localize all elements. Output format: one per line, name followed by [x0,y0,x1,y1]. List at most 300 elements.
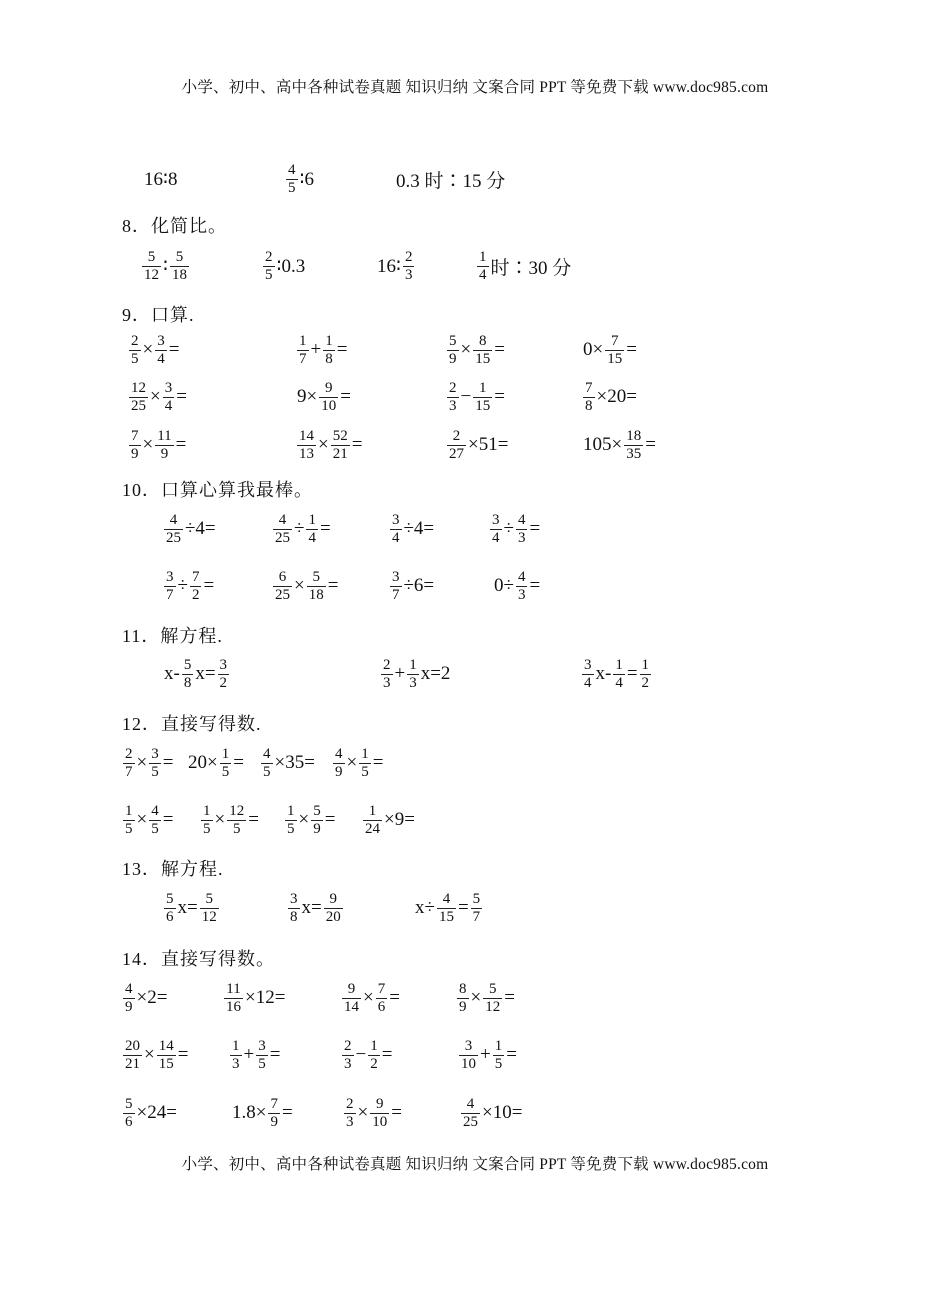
expression-text: ∶0.3 [276,255,306,277]
expression-text: x=2 [420,663,451,684]
expr [343,1088,403,1138]
denominator: 10 [461,1055,476,1072]
expr [163,561,215,611]
expr [582,420,657,470]
expression-text: 105× [583,434,623,455]
fraction [201,803,213,838]
page-footer: 小学、初中、高中各种试卷真题 知识归纳 文案合同 PPT 等免费下载 www.doc985.com [181,1156,769,1173]
fraction [583,380,595,415]
expression-text: = [626,339,637,360]
fraction [129,428,141,463]
denominator: 3 [232,1055,240,1072]
expression-text: x- [595,663,612,684]
denominator: 9 [160,445,169,462]
page-header: 小学、初中、高中各种试卷真题 知识归纳 文案合同 PPT 等免费下载 www.doc985.com [181,79,769,96]
denominator: 5 [287,820,295,837]
expr [143,154,178,204]
fraction [342,1038,354,1073]
fraction [516,512,528,547]
expression-text: ×35= [274,752,315,773]
denominator: 7 [166,586,174,603]
expr [128,372,188,422]
expression-text: = [529,575,541,596]
denominator: 9 [125,998,133,1015]
denominator: 5 [361,763,369,780]
numerator: 1 [409,656,417,673]
expr [163,504,217,554]
expr [128,420,187,470]
numerator: 3 [151,745,159,762]
expression-text: × [136,809,148,830]
ratio-row-continued [0,154,950,204]
expr [456,973,516,1023]
numerator: 3 [219,656,228,673]
expression-text: ×10= [482,1102,523,1123]
expr [389,561,435,611]
fraction [376,981,388,1016]
expression-text: = [389,987,400,1008]
denominator: 8 [290,908,298,925]
numerator: 7 [270,1095,278,1112]
expression-text: × [298,809,310,830]
expression-text: = [176,386,187,407]
expr [284,795,336,845]
denominator: 15 [475,350,491,367]
section-title-8: 8．化简比。 [122,216,227,236]
numerator: 7 [191,568,200,585]
numerator: 4 [288,161,296,178]
fraction [155,428,173,463]
denominator: 2 [370,1055,378,1072]
expression-text: − [460,386,472,407]
fraction [297,333,309,368]
expression-text: = [177,1044,189,1065]
fraction [437,891,456,926]
fraction [307,569,326,604]
fraction [273,569,292,604]
fraction [319,380,338,415]
denominator: 35 [626,445,642,462]
fraction [390,512,402,547]
expression-text: 20× [188,752,218,773]
numerator: 2 [383,656,391,673]
fraction [157,1038,176,1073]
numerator: 5 [472,890,481,907]
denominator: 18 [308,586,324,603]
expression-text: = [162,752,174,773]
expression-text: = [645,434,656,455]
denominator: 10 [372,1113,388,1130]
fraction [263,249,275,284]
denominator: 3 [344,1055,352,1072]
numerator: 9 [324,379,333,396]
expression-text: + [243,1044,255,1065]
fraction [582,657,594,692]
denominator: 5 [131,350,139,367]
numerator: 4 [442,890,451,907]
denominator: 3 [404,266,413,283]
expression-text: = [281,1102,293,1123]
fraction [640,657,652,692]
expr [187,738,245,788]
denominator: 3 [346,1113,354,1130]
expression-text: × [214,809,226,830]
numerator: 9 [375,1095,384,1112]
denominator: 21 [332,445,348,462]
numerator: 9 [329,890,337,907]
fraction [403,249,415,284]
numerator: 5 [488,980,497,997]
denominator: 15 [438,908,454,925]
fraction [163,380,175,415]
numerator: 1 [368,802,377,819]
expression-text: = [381,1044,393,1065]
fraction [311,803,323,838]
denominator: 13 [299,445,314,462]
fraction [149,746,161,781]
fraction [306,512,318,547]
fraction [461,1096,480,1131]
numerator: 1 [479,248,487,265]
expression-text: × [142,434,154,455]
expression-text: = [336,339,348,360]
denominator: 2 [219,674,228,691]
section-title-12: 12．直接写得数. [122,714,262,734]
expression-text: 0× [583,339,604,360]
expression-text: ∶6 [299,168,314,190]
fraction [182,657,194,692]
numerator: 2 [404,248,413,265]
expression-text: ×2= [136,987,168,1008]
expr [341,973,401,1023]
numerator: 5 [312,568,320,585]
expression-text: 时∶30 分 [490,257,572,279]
expression-text: + [394,663,406,684]
denominator: 27 [449,445,464,462]
denominator: 6 [125,1113,133,1130]
expression-text: = [457,897,469,918]
fraction [123,981,135,1016]
numerator: 11 [226,980,241,997]
expression-text: = [626,663,638,684]
numerator: 7 [610,332,619,349]
fraction [273,512,292,547]
denominator: 5 [151,820,159,837]
expr [200,795,260,845]
denominator: 20 [325,908,341,925]
numerator: 5 [175,248,184,265]
denominator: 5 [151,763,159,780]
expr [122,795,174,845]
numerator: 1 [232,1037,240,1054]
expr [458,1030,518,1080]
denominator: 18 [171,266,187,283]
fraction [123,746,135,781]
denominator: 5 [203,820,211,837]
fraction [324,891,343,926]
fraction [129,380,148,415]
expr [122,1030,189,1080]
simplify-ratio-row [0,241,950,291]
expression-text: 0÷ [494,575,514,596]
fraction [447,333,459,368]
mental-calc-row-2 [0,561,950,611]
fraction [268,1096,280,1131]
expr [476,241,572,291]
expression-text: × [294,575,305,596]
denominator: 9 [131,445,139,462]
expression-text: = [327,575,339,596]
expr [341,1030,393,1080]
denominator: 24 [365,820,380,837]
direct-answer-row-5 [0,1088,950,1138]
expression-text: x= [177,897,198,918]
numerator: 2 [346,1095,354,1112]
denominator: 4 [308,529,316,546]
numerator: 14 [299,427,314,444]
expression-text: = [319,518,331,539]
numerator: 5 [205,890,213,907]
expr [285,154,315,204]
expr [376,241,415,291]
expr [122,738,174,788]
denominator: 15 [475,397,491,414]
section-title-10: 10．口算心算我最棒。 [122,480,313,500]
numerator: 1 [125,802,133,819]
expression-text: = [203,575,215,596]
expression-text: + [310,339,322,360]
numerator: 4 [517,568,526,585]
expression-text: = [529,518,541,539]
expr [460,1088,523,1138]
denominator: 4 [584,674,592,691]
denominator: 6 [166,908,174,925]
numerator: 5 [125,1095,133,1112]
denominator: 4 [492,529,500,546]
expression-text: × [144,1044,155,1065]
numerator: 3 [492,511,500,528]
oral-calc-row-1 [0,325,950,375]
fraction [123,803,135,838]
numerator: 20 [125,1037,140,1054]
fraction [471,891,483,926]
denominator: 5 [125,820,133,837]
denominator: 5 [288,179,296,196]
numerator: 1 [370,1037,378,1054]
numerator: 7 [377,980,386,997]
expression-text: = [506,1044,517,1065]
fraction [368,1038,380,1073]
fraction [297,428,316,463]
denominator: 10 [321,397,337,414]
denominator: 2 [191,586,200,603]
denominator: 25 [275,586,290,603]
fraction [288,891,300,926]
expr [446,420,509,470]
fraction [230,1038,242,1073]
expr [582,325,638,375]
expression-text: = [494,386,505,407]
denominator: 9 [459,998,467,1015]
denominator: 3 [409,674,417,691]
fraction [390,569,402,604]
denominator: 15 [607,350,623,367]
direct-answer-row-3 [0,973,950,1023]
expression-text: ÷ [177,575,188,596]
numerator: 1 [299,332,307,349]
expression-text: × [470,987,482,1008]
numerator: 1 [287,802,295,819]
expression-text: × [136,752,148,773]
expr [362,795,416,845]
fraction [218,657,230,692]
denominator: 3 [383,674,391,691]
numerator: 7 [585,379,593,396]
numerator: 5 [183,656,192,673]
expression-text: ÷ [294,518,305,539]
fraction [155,333,167,368]
denominator: 12 [485,998,501,1015]
numerator: 1 [221,745,230,762]
numerator: 1 [203,802,211,819]
numerator: 9 [347,980,356,997]
numerator: 3 [392,511,400,528]
fraction [342,981,361,1016]
expr [296,325,348,375]
numerator: 1 [494,1037,503,1054]
expr [389,504,435,554]
denominator: 15 [158,1055,174,1072]
expression-text: x- [164,663,180,684]
expr [332,738,384,788]
fraction [493,1038,505,1073]
denominator: 25 [275,529,290,546]
fraction [624,428,643,463]
numerator: 2 [452,427,461,444]
expr [272,504,332,554]
denominator: 2 [641,674,650,691]
denominator: 7 [472,908,481,925]
fraction [164,891,176,926]
equation-row-2 [0,883,950,933]
denominator: 8 [183,674,192,691]
denominator: 21 [125,1055,140,1072]
expression-text: 16∶8 [144,168,178,190]
expression-text: = [269,1044,281,1065]
fraction [200,891,219,926]
expr [223,973,286,1023]
denominator: 7 [392,586,400,603]
expression-text: = [351,434,363,455]
expr [231,1088,294,1138]
expression-text: = [504,987,515,1008]
numerator: 8 [478,332,487,349]
expression-text: = [162,809,174,830]
expression-text: = [372,752,384,773]
expression-text: = [233,752,244,773]
expr [260,738,316,788]
denominator: 6 [377,998,386,1015]
expr [122,1088,178,1138]
numerator: 1 [478,379,487,396]
numerator: 14 [158,1037,174,1054]
denominator: 14 [344,998,359,1015]
numerator: 18 [626,427,642,444]
fraction [164,512,183,547]
numerator: 3 [584,656,592,673]
numerator: 8 [459,980,467,997]
fraction [477,249,489,284]
expression-text: 1.8× [232,1102,267,1123]
fraction [331,428,350,463]
fraction [363,803,382,838]
expr [414,883,483,933]
numerator: 5 [166,890,174,907]
oral-calc-row-3 [0,420,950,470]
fraction [123,1096,135,1131]
fraction [407,657,419,692]
expression-text: × [142,339,154,360]
expression-text: − [355,1044,367,1065]
expression-text: 0.3 时∶15 分 [396,170,506,192]
denominator: 9 [449,350,457,367]
expr [493,561,541,611]
fraction [516,569,528,604]
denominator: 5 [221,763,230,780]
section-title-9: 9．口算. [122,305,195,325]
numerator: 3 [157,332,165,349]
fraction [333,746,345,781]
denominator: 7 [299,350,307,367]
numerator: 2 [125,745,133,762]
denominator: 5 [494,1055,503,1072]
fraction [129,333,141,368]
numerator: 4 [466,1095,475,1112]
mental-calc-row-1 [0,504,950,554]
expression-text: × [318,434,329,455]
expression-text: ×9= [384,809,415,830]
fraction [190,569,202,604]
fraction [149,803,161,838]
expression-text: ÷4= [403,518,435,539]
denominator: 7 [125,763,133,780]
denominator: 25 [463,1113,478,1130]
fraction [359,746,371,781]
expression-text: x= [195,663,216,684]
expression-text: × [346,752,358,773]
expr [395,154,506,204]
denominator: 5 [263,763,271,780]
denominator: 5 [232,820,241,837]
denominator: 4 [164,397,173,414]
numerator: 1 [641,656,650,673]
numerator: 3 [392,568,400,585]
expression-text: = [340,386,351,407]
numerator: 1 [361,745,369,762]
numerator: 6 [278,568,287,585]
numerator: 1 [615,656,623,673]
expression-text: = [324,809,336,830]
expr [163,649,230,699]
expr [128,325,180,375]
direct-answer-row-1 [0,738,950,788]
fraction [123,1038,142,1073]
expr [446,325,506,375]
numerator: 3 [290,890,298,907]
numerator: 5 [313,802,321,819]
expr [380,649,451,699]
section-title-14: 14．直接写得数。 [122,949,275,969]
